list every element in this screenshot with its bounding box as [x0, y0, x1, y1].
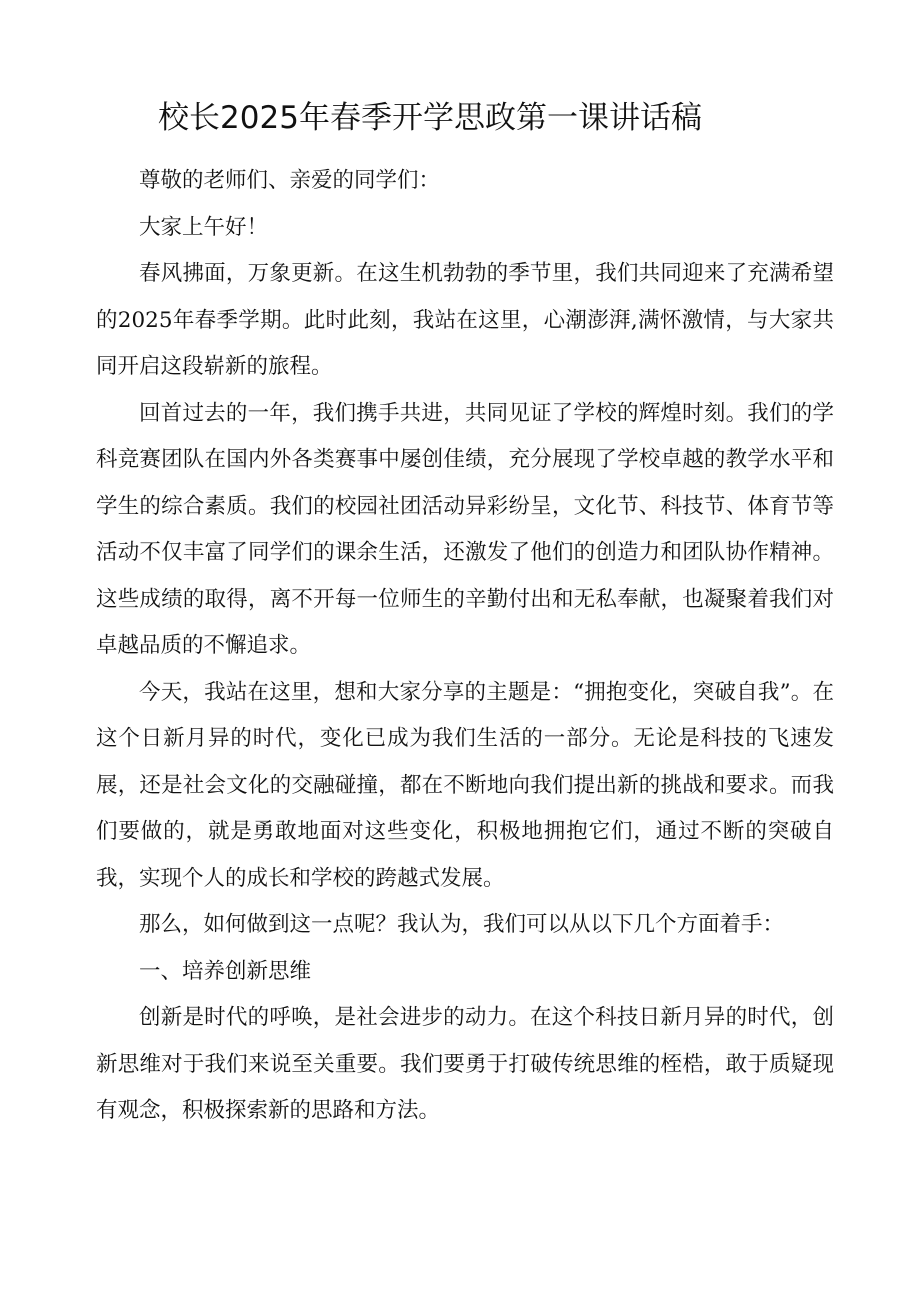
salutation: 尊敬的老师们、亲爱的同学们： [139, 168, 441, 193]
document-body [96, 158, 834, 1135]
paragraph-review: 回首过去的一年，我们携手共进，共同见证了学校的辉煌时刻。我们的学科竞赛团队在国内外各类赛事中屡创佳绩，充分展现了学校卓越的教学水平和学生的综合素质。我们的校园社团活动异彩纷呈，文化节、科技节、体育节等活动不仅丰富了同学们的课余生活，还激发了他们的创造力和团队协作精神。这些成绩的取得，离不开每一位师生的辛勤付出和无私奉献，也凝聚着我们对卓越品质的不懈追求。 [96, 400, 834, 658]
section-heading-innovation: 一、培养创新思维 [139, 958, 312, 984]
document-title: 校长2025年春季开学思政第一课讲话稿 [158, 100, 702, 136]
greeting: 大家上午好！ [139, 214, 269, 240]
paragraph-innovation: 创新是时代的呼唤，是社会进步的动力。在这个科技日新月异的时代，创新思维对于我们来说至关重要。我们要勇于打破传统思维的桎梏，敢于质疑现有观念，积极探索新的思路和方法。 [96, 1005, 834, 1123]
paragraph-opening: 春风拂面，万象更新。在这生机勃勃的季节里，我们共同迎来了充满希望的2025年春季学期。此时此刻，我站在这里，心潮澎湃,满怀激情，与大家共同开启这段崭新的旅程。 [96, 261, 834, 379]
paragraph-transition: 那么，如何做到这一点呢？我认为，我们可以从以下几个方面着手： [139, 912, 785, 937]
paragraph-theme: 今天，我站在这里，想和大家分享的主题是：“拥抱变化，突破自我”。在这个日新月异的时代，变化已成为我们生活的一部分。无论是科技的飞速发展，还是社会文化的交融碰撞，都在不断地向我们提出新的挑战和要求。而我们要做的，就是勇敢地面对这些变化，积极地拥抱它们，通过不断的突破自我，实现个人的成长和学校的跨越式发展。 [96, 679, 834, 891]
